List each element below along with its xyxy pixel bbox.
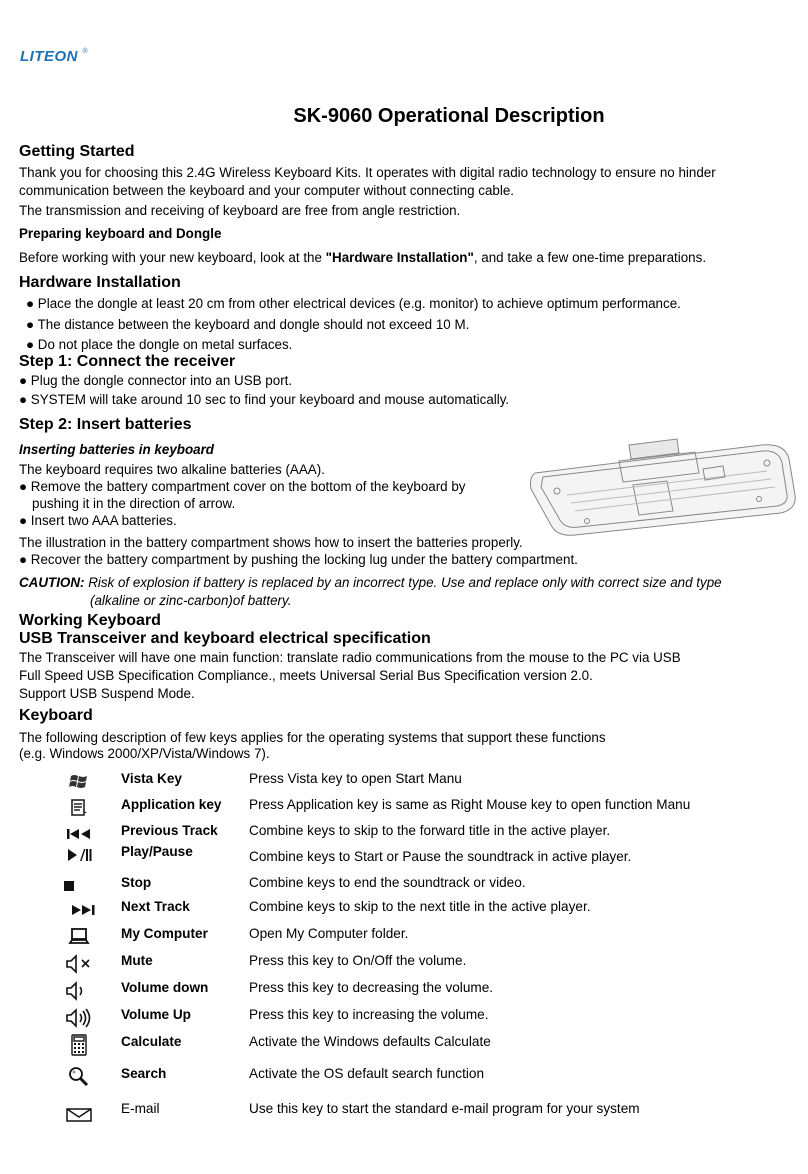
key-name: Previous Track — [121, 823, 218, 838]
preparing-subheading: Preparing keyboard and Dongle — [19, 226, 222, 241]
step2-subheading: Inserting batteries in keyboard — [19, 442, 214, 457]
email-icon — [62, 1104, 96, 1126]
key-name: Vista Key — [121, 771, 182, 786]
intro-line-2: communication between the keyboard and your computer without connecting cable. — [19, 183, 515, 198]
step1-heading: Step 1: Connect the receiver — [19, 353, 236, 370]
intro-line-3: The transmission and receiving of keyboard are free from angle restriction. — [19, 203, 461, 218]
getting-started-heading: Getting Started — [19, 143, 135, 160]
key-name: Stop — [121, 875, 152, 890]
previous-track-icon — [62, 823, 96, 845]
key-description: Combine keys to end the soundtrack or video. — [249, 875, 526, 890]
key-row-search — [0, 1066, 808, 1088]
key-row-email — [0, 1101, 808, 1123]
logo-text: LITEON — [20, 48, 78, 65]
play-pause-icon — [62, 844, 96, 866]
preparing-text: Before working with your new keyboard, look at the "Hardware Installation", and take a few one-time preparations. — [19, 250, 707, 265]
key-name: Volume down — [121, 980, 209, 995]
key-row-next-track — [0, 899, 808, 921]
working-heading: Working Keyboard — [19, 612, 161, 629]
key-description: Combine keys to skip to the next title in the active player. — [249, 899, 591, 914]
step2-line-6: ● Recover the battery compartment by pushing the locking lug under the battery compartment. — [19, 552, 578, 567]
application-menu-icon — [62, 797, 96, 819]
key-description: Press Vista key to open Start Manu — [249, 771, 462, 786]
key-row-my-computer — [0, 926, 808, 948]
key-name: Search — [121, 1066, 167, 1081]
usb-spec-line-1: The Transceiver will have one main function: translate radio communications from the mouse to the PC via USB — [19, 650, 681, 665]
calculator-icon — [62, 1034, 96, 1056]
key-description: Combine keys to skip to the forward title in the active player. — [249, 823, 611, 838]
volume-down-icon — [62, 980, 96, 1002]
key-description: Use this key to start the standard e-mail program for your system — [249, 1101, 640, 1116]
liteon-logo — [20, 48, 88, 66]
key-row-vista — [0, 771, 808, 793]
key-row-application — [0, 797, 808, 819]
step2-line-2: ● Remove the battery compartment cover on the bottom of the keyboard by — [19, 479, 466, 494]
hardware-heading: Hardware Installation — [19, 274, 181, 291]
key-row-mute — [0, 953, 808, 975]
keyboard-heading: Keyboard — [19, 707, 93, 724]
key-name: E-mail — [121, 1101, 160, 1116]
next-track-icon — [66, 899, 100, 921]
usb-spec-line-3: Support USB Suspend Mode. — [19, 686, 195, 701]
step1-bullet-1: ● Plug the dongle connector into an USB port. — [19, 373, 293, 388]
mute-icon — [62, 953, 96, 975]
step2-line-3: pushing it in the direction of arrow. — [32, 496, 236, 511]
hardware-bullet-1: ● Place the dongle at least 20 cm from other electrical devices (e.g. monitor) to achieve optimum performance. — [26, 296, 681, 311]
step2-line-1: The keyboard requires two alkaline batteries (AAA). — [19, 462, 325, 477]
search-icon — [62, 1066, 96, 1088]
key-description: Press this key to On/Off the volume. — [249, 953, 467, 968]
hardware-bullet-2: ● The distance between the keyboard and dongle should not exceed 10 M. — [26, 317, 470, 332]
step2-line-5: The illustration in the battery compartment shows how to insert the batteries properly. — [19, 535, 523, 550]
caution-line-1: CAUTION: Risk of explosion if battery is replaced by an incorrect type. Use and replace only with correct size and type — [19, 575, 722, 590]
step2-heading: Step 2: Insert batteries — [19, 416, 192, 433]
caution-line-2: (alkaline or zinc-carbon)of battery. — [90, 593, 292, 608]
hardware-bullet-3: ● Do not place the dongle on metal surfaces. — [26, 337, 293, 352]
key-row-volume-up — [0, 1007, 808, 1029]
page-title: SK-9060 Operational Description — [293, 105, 605, 127]
key-row-calculate — [0, 1034, 808, 1056]
key-row-play-pause — [0, 844, 808, 869]
usb-spec-line-2: Full Speed USB Specification Compliance., meets Universal Serial Bus Specification version 2.0. — [19, 668, 593, 683]
step2-line-4: ● Insert two AAA batteries. — [19, 513, 177, 528]
key-name: Play/Pause — [121, 844, 193, 859]
key-description: Combine keys to Start or Pause the soundtrack in active player. — [249, 849, 632, 864]
key-row-stop — [0, 875, 808, 897]
key-name: My Computer — [121, 926, 208, 941]
windows-flag-icon — [62, 771, 96, 793]
step1-bullet-2: ● SYSTEM will take around 10 sec to find your keyboard and mouse automatically. — [19, 392, 510, 407]
keyboard-intro-2: (e.g. Windows 2000/XP/Vista/Windows 7). — [19, 746, 270, 761]
key-name: Volume Up — [121, 1007, 191, 1022]
key-description: Open My Computer folder. — [249, 926, 409, 941]
key-description: Press this key to increasing the volume. — [249, 1007, 489, 1022]
key-name: Next Track — [121, 899, 190, 914]
key-name: Mute — [121, 953, 153, 968]
keyboard-intro-1: The following description of few keys applies for the operating systems that support these functions — [19, 730, 606, 745]
key-description: Press this key to decreasing the volume. — [249, 980, 494, 995]
key-row-previous-track — [0, 823, 808, 845]
keyboard-bottom-illustration — [527, 433, 801, 543]
intro-line-1: Thank you for choosing this 2.4G Wireless Keyboard Kits. It operates with digital radio technology to ensure no hinder — [19, 165, 716, 180]
key-description: Activate the Windows defaults Calculate — [249, 1034, 491, 1049]
key-row-volume-down — [0, 980, 808, 1002]
usb-spec-heading: USB Transceiver and keyboard electrical specification — [19, 630, 431, 647]
computer-icon — [62, 926, 96, 948]
key-name: Application key — [121, 797, 222, 812]
key-description: Activate the OS default search function — [249, 1066, 485, 1081]
key-description: Press Application key is same as Right Mouse key to open function Manu — [249, 797, 691, 812]
registered-mark: ® — [82, 48, 88, 55]
stop-icon — [52, 875, 86, 897]
volume-up-icon — [62, 1007, 96, 1029]
key-name: Calculate — [121, 1034, 182, 1049]
